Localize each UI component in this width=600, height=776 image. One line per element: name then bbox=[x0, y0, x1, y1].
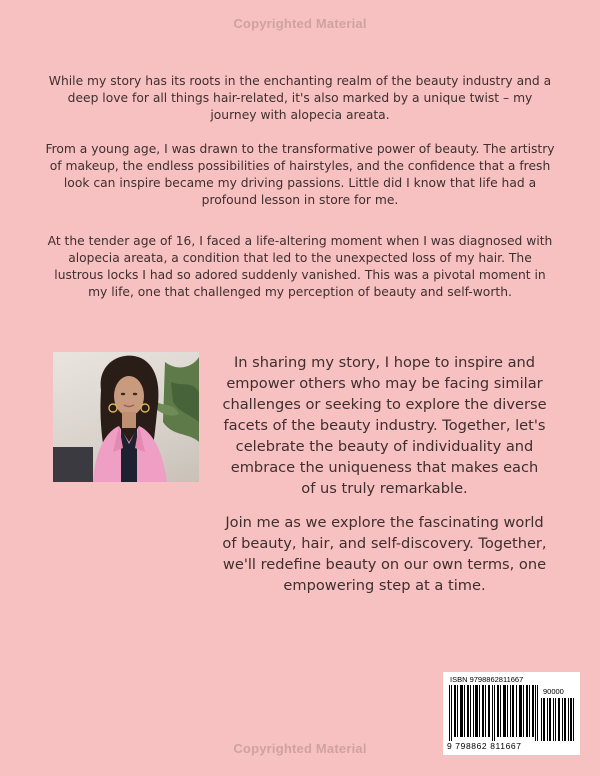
barcode-digits: 9 798862 811667 bbox=[447, 741, 522, 751]
isbn-label: ISBN 9798862811667 bbox=[450, 675, 524, 684]
ean-barcode-bars bbox=[449, 685, 539, 741]
addon-barcode-bars bbox=[541, 698, 575, 741]
face bbox=[114, 376, 144, 416]
paragraph-young-age: From a young age, I was drawn to the transformative power of beauty. The artistry of makeup, the endless possibilities of hairstyles, and the confidence that a fresh look can inspire became my driving passions. Little did I know that life had a profound lesson in store for me. bbox=[45, 142, 555, 207]
plant-foliage bbox=[157, 357, 199, 442]
couch bbox=[53, 447, 93, 482]
price-code: 90000 bbox=[543, 687, 564, 696]
author-photo bbox=[53, 352, 199, 482]
paragraph-intro: While my story has its roots in the enchanting realm of the beauty industry and a deep love for all things hair-related, it's also marked by a unique twist – my journey with alopecia areata. bbox=[48, 74, 552, 122]
author-portrait-image bbox=[53, 352, 199, 482]
copyright-watermark-top: Copyrighted Material bbox=[233, 16, 367, 31]
paragraph-diagnosis: At the tender age of 16, I faced a life-altering moment when I was diagnosed with alopecia areata, a condition that led to the unexpected loss of my hair. The lustrous locks I had so adored suddenly vanished. This was a pivotal moment in my life, one that challenged my perception of beauty and self-worth. bbox=[47, 234, 553, 299]
paragraph-join: Join me as we explore the fascinating world of beauty, hair, and self-discovery. Together, we'll redefine beauty on our own terms, one empowering step at a time. bbox=[222, 514, 547, 594]
copyright-watermark-bottom: Copyrighted Material bbox=[233, 741, 367, 756]
paragraph-inspire: In sharing my story, I hope to inspire and empower others who may be facing similar challenges or seeking to explore the diverse facets of the beauty industry. Together, let's celebrate the beauty of individuality and embrace the uniqueness that makes each of us truly remarkable. bbox=[222, 354, 547, 497]
